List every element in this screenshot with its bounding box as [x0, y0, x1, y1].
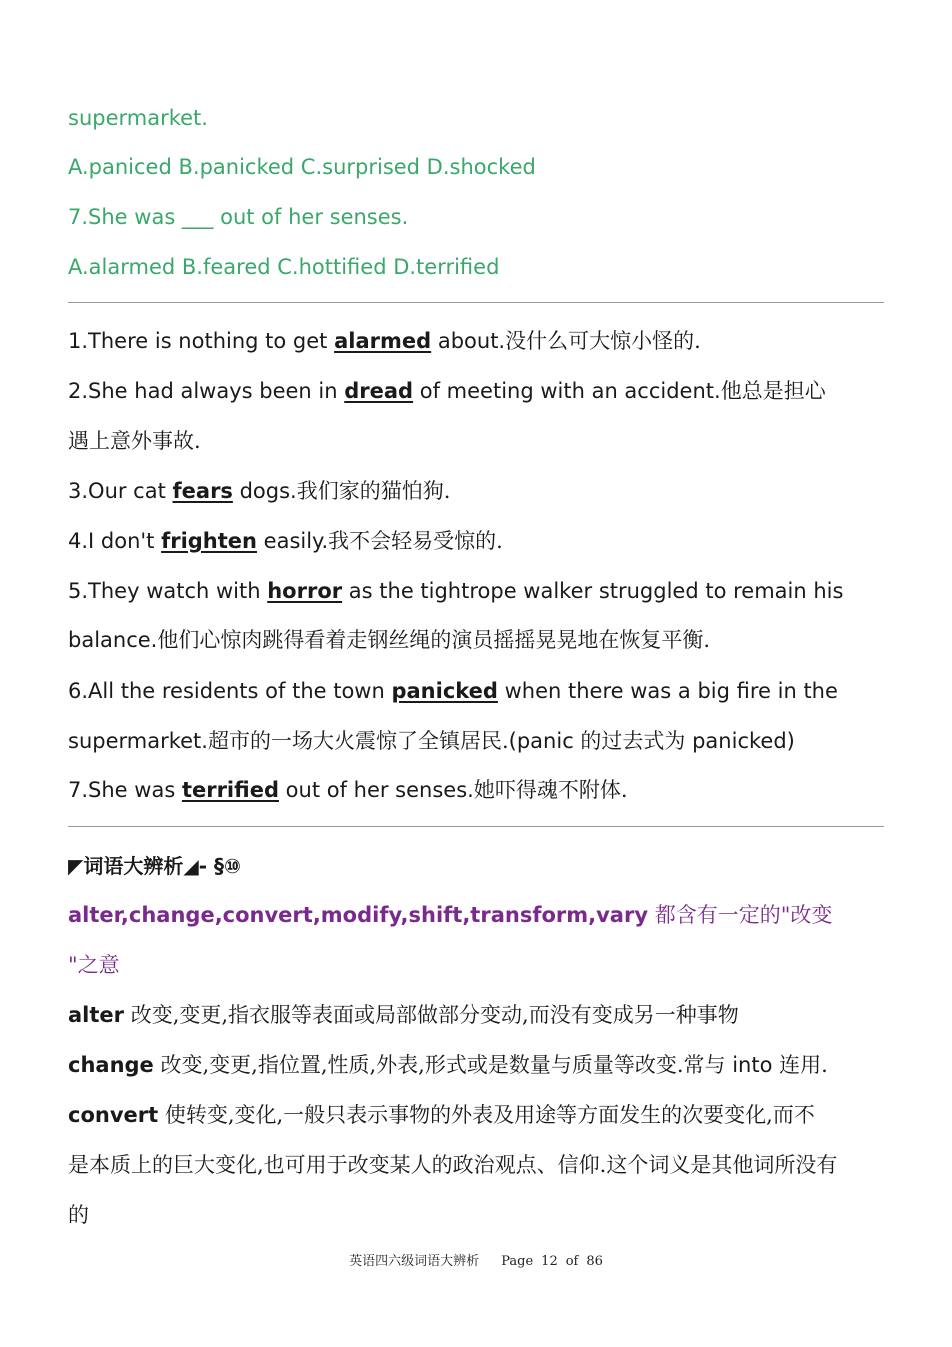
answer-text: balance. [68, 628, 158, 652]
quiz-q6-continuation: supermarket. [68, 106, 208, 130]
answer-text: when there was a big fire in the [497, 679, 838, 703]
quiz-q7-options: A.alarmed B.feared C.hottified D.terrified [68, 255, 500, 279]
def-meaning: 改变,变更,指衣服等表面或局部做部分变动,而没有变成另一种事物 [124, 1003, 739, 1027]
answer-text: of meeting with an accident. [413, 379, 721, 403]
def-meaning: 连用. [772, 1053, 828, 1077]
answer-text: 4.I don't [68, 529, 162, 553]
answer-note: 的过去式为 [580, 729, 686, 753]
page-footer [0, 1250, 952, 1269]
answer-text: as the tightrope walker struggled to remain his [342, 579, 844, 603]
answer-keyword: fears [172, 479, 233, 503]
answer-translation: 我不会轻易受惊的. [328, 529, 503, 553]
answer-text: 1.There is nothing to get [68, 329, 335, 353]
def-term: change [68, 1053, 154, 1077]
word-list-meaning-cont: "之意 [68, 953, 120, 977]
answer-5-cont [68, 626, 710, 654]
footer-page-number: 12 [541, 1254, 558, 1269]
answer-3 [68, 477, 450, 505]
answer-text: 5.They watch with [68, 579, 268, 603]
answer-keyword: panicked [391, 679, 498, 703]
answer-6-cont [68, 727, 795, 755]
answer-keyword: terrified [181, 778, 279, 802]
def-meaning: 使转变,变化,一般只表示事物的外表及用途等方面发生的次要变化,而不 [158, 1103, 815, 1127]
def-convert [68, 1101, 815, 1129]
section-heading: ◤词语大辨析◢- §⑩ [68, 854, 241, 878]
answer-text: about. [431, 329, 506, 353]
answer-keyword: dread [344, 379, 414, 403]
def-term: convert [68, 1103, 159, 1127]
answer-translation: 我们家的猫怕狗. [296, 479, 451, 503]
answer-7 [68, 776, 628, 804]
answer-translation: 她吓得魂不附体. [473, 778, 628, 802]
def-convert-cont: 的 [68, 1203, 89, 1227]
word-list-meaning: 都含有一定的"改变 [648, 903, 833, 927]
word-list: alter,change,convert,modify,shift,transform,vary [68, 903, 649, 927]
answer-keyword: alarmed [334, 329, 432, 353]
answer-2-translation-cont: 遇上意外事故. [68, 429, 201, 453]
section-words [68, 901, 832, 929]
answer-text: easily. [256, 529, 329, 553]
answer-keyword: frighten [161, 529, 257, 553]
answer-5 [68, 577, 843, 605]
answer-text: 2.She had always been in [68, 379, 345, 403]
def-alter [68, 1001, 739, 1029]
answer-text: 7.She was [68, 778, 182, 802]
answer-translation: 他总是担心 [720, 379, 826, 403]
answer-translation: 他们心惊肉跳得看着走钢丝绳的演员摇摇晃晃地在恢复平衡. [157, 628, 711, 652]
answer-translation: 超市的一场大火震惊了全镇居民. [207, 729, 509, 753]
answer-text: 6.All the residents of the town [68, 679, 392, 703]
def-convert-cont: 是本质上的巨大变化,也可用于改变某人的政治观点、信仰.这个词义是其他词所没有 [68, 1153, 838, 1177]
def-term: alter [68, 1003, 125, 1027]
def-meaning: 改变,变更,指位置,性质,外表,形式或是数量与质量等改变.常与 [153, 1053, 733, 1077]
def-change [68, 1051, 828, 1079]
def-meaning: into [732, 1053, 773, 1077]
divider [68, 302, 884, 303]
answer-text: supermarket. [68, 729, 208, 753]
answer-text: dogs. [232, 479, 297, 503]
footer-page-label: Page [501, 1254, 534, 1269]
footer-of: of [565, 1254, 579, 1269]
answer-6 [68, 677, 838, 705]
answer-text: out of her senses. [278, 778, 474, 802]
footer-title: 英语四六级词语大辨析 [349, 1254, 480, 1269]
divider [68, 826, 884, 827]
answer-note: panicked) [685, 729, 795, 753]
quiz-q6-options: A.paniced B.panicked C.surprised D.shocked [68, 155, 536, 179]
answer-2 [68, 377, 826, 405]
answer-translation: 没什么可大惊小怪的. [505, 329, 701, 353]
answer-keyword: horror [267, 579, 343, 603]
answer-note: (panic [508, 729, 581, 753]
footer-total-pages: 86 [586, 1254, 603, 1269]
answer-text: 3.Our cat [68, 479, 173, 503]
quiz-q7: 7.She was ___ out of her senses. [68, 205, 409, 229]
answer-4 [68, 527, 503, 555]
answer-1 [68, 327, 701, 355]
